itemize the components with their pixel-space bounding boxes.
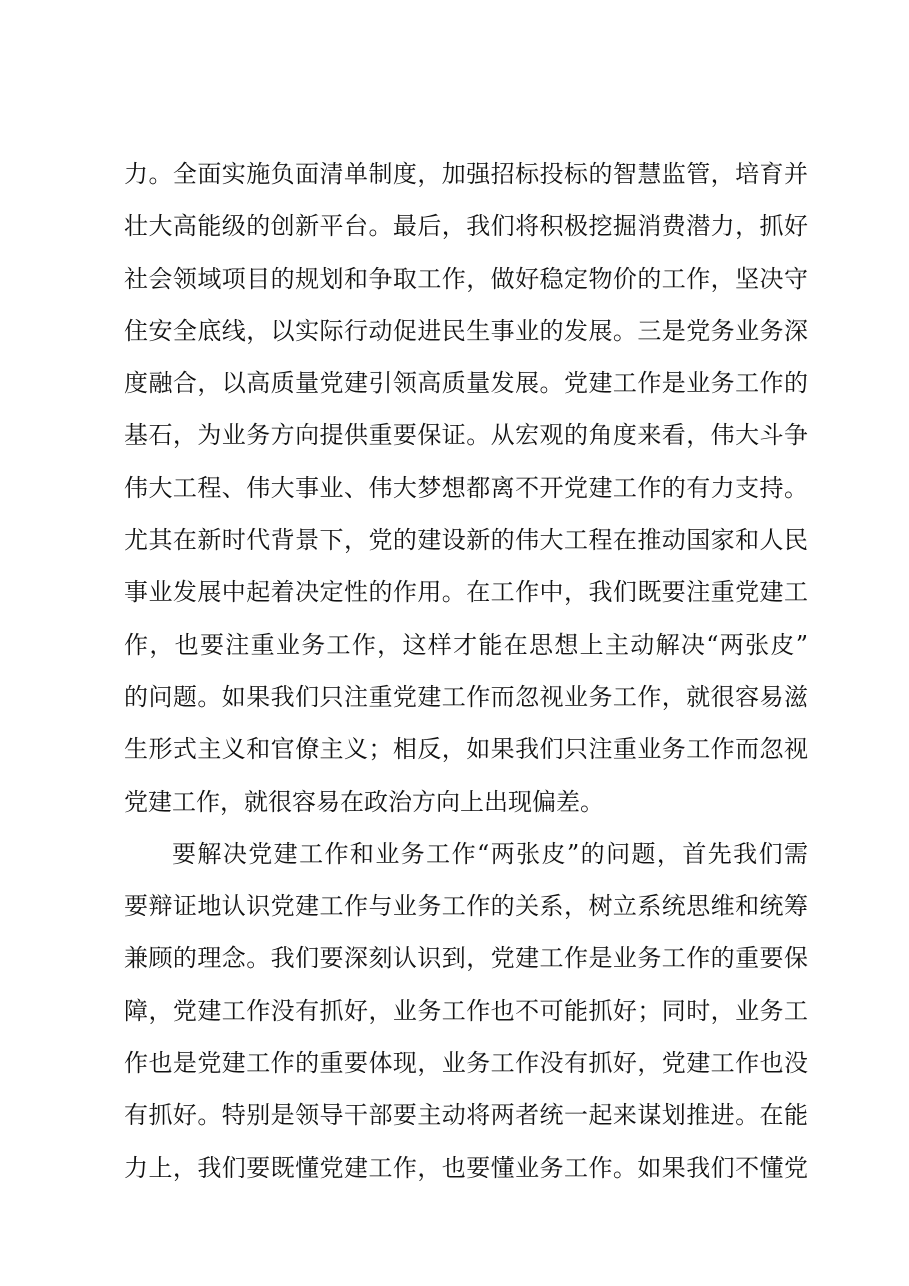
- paragraph-first-line: 要解决党建工作和业务工作“两张皮”的问题，首先我们需: [172, 839, 808, 868]
- text-line: 有抓好。特别是领导干部要主动将两者统一起来谋划推进。在能: [124, 1101, 808, 1130]
- text-line: 力上，我们要既懂党建工作，也要懂业务工作。如果我们不懂党: [124, 1153, 808, 1182]
- text-line: 作，也要注重业务工作，这样才能在思想上主动解决“两张皮”: [124, 630, 808, 659]
- paragraph-end-line: 党建工作，就很容易在政治方向上出现偏差。: [124, 787, 604, 816]
- text-line: 社会领域项目的规划和争取工作，做好稳定物价的工作，坚决守: [124, 264, 808, 293]
- text-line: 度融合，以高质量党建引领高质量发展。党建工作是业务工作的: [124, 369, 808, 398]
- text-line: 生形式主义和官僚主义；相反，如果我们只注重业务工作而忽视: [124, 735, 808, 764]
- text-line: 壮大高能级的创新平台。最后，我们将积极挖掘消费潜力，抓好: [124, 212, 808, 241]
- text-line: 尤其在新时代背景下，党的建设新的伟大工程在推动国家和人民: [124, 526, 808, 555]
- text-line: 力。全面实施负面清单制度，加强招标投标的智慧监管，培育并: [124, 160, 808, 188]
- text-line: 兼顾的理念。我们要深刻认识到，党建工作是业务工作的重要保: [124, 944, 808, 973]
- text-line: 作也是党建工作的重要体现，业务工作没有抓好，党建工作也没: [124, 1049, 808, 1078]
- text-line: 伟大工程、伟大事业、伟大梦想都离不开党建工作的有力支持。: [124, 473, 808, 502]
- document-body: [124, 148, 808, 1194]
- text-line: 的问题。如果我们只注重党建工作而忽视业务工作，就很容易滋: [124, 682, 808, 711]
- text-line: 障，党建工作没有抓好，业务工作也不可能抓好；同时，业务工: [124, 996, 808, 1025]
- text-line: 要辩证地认识党建工作与业务工作的关系，树立系统思维和统筹: [124, 892, 808, 921]
- text-line: 事业发展中起着决定性的作用。在工作中，我们既要注重党建工: [124, 578, 808, 607]
- text-line: 住安全底线，以实际行动促进民生事业的发展。三是党务业务深: [124, 316, 808, 345]
- text-line: 基石，为业务方向提供重要保证。从宏观的角度来看，伟大斗争: [124, 421, 808, 450]
